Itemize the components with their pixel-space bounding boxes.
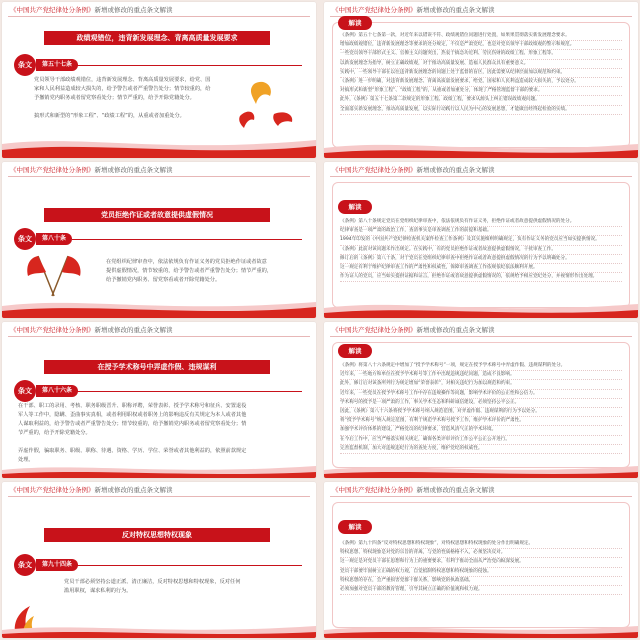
jiedu-badge: 解读: [338, 344, 372, 358]
interpretation-text: 《条例》第八十条规定党员在党组织纪律审查中，依法依规负有作证义务，拒绝作证或者故意提供虚假情况的处分。 纪律审查是一项严肃的政治工作，查清事实是审查调查工作的前提和基础。 1994年印发的《中国共产党纪律检查机关案件检查工作条例》及其实施细则明确规定，负有作证义务的党员应当如实提供情况。 《条例》此前对该问题未作出规定。在实践中，有的党员拒绝作证或者故意提供虚假情况，干扰审查工作。 修订后的《条例》第八十条，对于党员在党组织纪律审查中拒绝作证或者故意提供虚假情况的行为予以明确处分。 这一规定有利于维护纪律审查工作的严肃性和权威性，保障审查调查工作依规依纪依法顺利开展。 作为证人的党员，应当如实提供证据和证言，拒绝作证或者故意提供虚假情况的，依规给予相应党纪处分，并视情形作出处理。: [340, 218, 622, 282]
article-text: 在干部、职工的录用、考核、职务职级晋升、职称评聘，荣誉表彰、授予学术称号和征兵、安置退役 军人等工作中，隐瞒、歪曲事实真相，或者利用职权或者职务上的影响违反有关规定为本人或者其他 人谋取利益的，给予警告或者严重警告处分；情节较重的，给予撤销党内职务或者留党察看处分；情 节严重的，给予开除党籍处分。 弄虚作假，骗取职务、职级、职称、待遇、资格、学历、学位、荣誉或者其他利益的，依照前款规定 处理。: [18, 403, 247, 463]
slide-interpretation-57[interactable]: [324, 2, 638, 158]
article-underline: [72, 65, 302, 66]
jiedu-badge: 解读: [338, 520, 372, 534]
article-text: 党员干部必须坚持公道正派、清正廉洁，反对特权思想和特权现象，反对任何 滥用职权，谋求私利的行为。: [64, 579, 241, 594]
wave-footer-decoration: [324, 612, 638, 638]
slide-interpretation-94[interactable]: [324, 482, 638, 638]
interpretation-text: 《条例》将第八十六条规定中增加了“授予学术称号”一项，规定在授予学术称号中弄虚作假、违规谋利的处分。 近年来，一些地方和单位在授予学术称号等工作中出现违规违纪问题，造成不良影响。 此外，修订后对该条所列行为规定增加“荣誉表彰”，对相关违纪行为加以规范和约束。 近年来，一些党员在授予学术称号工作中存在违规操作等问题，影响学术评价的公正性和公信力。 学术称号的授予是一项严肃的工作，事关学术生态和科研诚信建设，必须坚持公平公正。 因此，《条例》第八十六条将授予学术称号纳入规范范围，对弄虚作假、违规谋利的行为予以处分。 将“授予学术称号”纳入规定范围，有利于规范学术称号授予工作，维护学术评价的严肃性。 加强学术评价体系的建设，严格党员的纪律要求，营造风清气正的学术环境。 在今后工作中，应当严格落实相关规定，确保各类评审评价工作公平公正公开进行。 完善监督机制，加大对违规违纪行为的查处力度，维护党纪的权威性。: [340, 362, 622, 454]
slide-interpretation-80[interactable]: [324, 162, 638, 318]
slide-article-57[interactable]: [2, 2, 316, 158]
wave-footer-decoration: [324, 452, 638, 478]
wave-footer-decoration: [2, 612, 316, 638]
header-divider: [8, 336, 310, 337]
article-underline: [72, 239, 302, 240]
article-number: 第八十六条: [36, 385, 78, 397]
slide-article-94[interactable]: [2, 482, 316, 638]
slide-header: 《中国共产党纪律处分条例》新增或修改的重点条文解读: [332, 486, 495, 494]
wave-footer-decoration: [2, 452, 316, 478]
wave-footer-decoration: [2, 292, 316, 318]
slide-interpretation-86[interactable]: [324, 322, 638, 478]
slide-article-80[interactable]: [2, 162, 316, 318]
slide-header: 《中国共产党纪律处分条例》新增或修改的重点条文解读: [332, 166, 495, 174]
article-underline: [72, 565, 302, 566]
header-divider: [330, 496, 632, 497]
dove-decoration-icon: [234, 74, 302, 134]
article-text: 党员领导干部政绩观错位，违背新发展理念、背离高质量发展要求，给党、国 家和人民利益造成较大损失的，给予警告或者严重警告处分；情节较重的，给 予撤销党内职务或者留党察看处分；情节严重的，给予开除党籍处分。 搞形式和新型的“形象工程”、“政绩工程”的，从重或者加重处分。: [34, 77, 211, 119]
slide-header: 《中国共产党纪律处分条例》新增或修改的重点条文解读: [332, 326, 495, 334]
slide-header: 《中国共产党纪律处分条例》新增或修改的重点条文解读: [332, 6, 495, 14]
tiaowen-badge: 条文: [14, 554, 36, 576]
interpretation-text: 《条例》第九十四条“反对特权思想和特权现象”，对特权思想和特权现象的处分作出明确规定。 特权思想、特权现象是对党的宗旨的背离，与党的性质格格不入，必须坚决反对。 这一规定是对党员干部在思想和行为上的重要要求，有利于推动全面从严治党向纵深发展。 党员干部要牢固树立正确的权力观，自觉抵制特权思想和特权现象的侵蚀。 特权思想的存在，会严重损害党群干群关系，影响党的执政基础。 必须加强对党员干部的教育管理，引导其树立正确的价值观和权力观。: [340, 540, 622, 595]
tiaowen-badge: 条文: [14, 228, 36, 250]
slide-header: 《中国共产党纪律处分条例》新增或修改的重点条文解读: [10, 326, 173, 334]
slide-header: 《中国共产党纪律处分条例》新增或修改的重点条文解读: [10, 166, 173, 174]
header-divider: [8, 16, 310, 17]
slide-header: 《中国共产党纪律处分条例》新增或修改的重点条文解读: [10, 486, 173, 494]
section-banner: 党员拒绝作证或者故意提供虚假情况: [44, 208, 270, 222]
wave-footer-decoration: [2, 132, 316, 158]
interpretation-text: 《条例》第五十七条第一款，对近年来以错误不符、政绩观错位问题进行处置，如果果贯彻落实新发展理念要求。 增加政绩观错位，违背新发展理念等要求的处分规定，不仅是严肃党纪，也是对党员领导干部政绩观的警示和规范。 一些党员领导干部形式主义、官僚主义问题突出，热衷于搞急功近利、劳民伤财的政绩工程、形象工程等。 以新发展理念为指导，树立正确政绩观，对于推动高质量发展、造福人民群众具有重要意义。 实践中，一些领导干部在以往违背新发展理念的问题上处于监督的盲区，因此需要从纪律层面加以规范和约束。 《条例》进一步明确，对违背新发展理念、背离高质量发展要求，给党、国家和人民利益造成较大损失的，予以处分。 对搞形式和新型“形象工程”、“政绩工程”的，从重或者加重处分，体现了严格管理监督干部的要求。 此外，《条例》第五十七条第二款规定的形象工程、政绩工程，要求从源头上纠正错误政绩观问题。 全面落实新发展理念，推动高质量发展，以实际行动践行以人民为中心的发展思想，才能做出经得起检验的实绩。: [340, 32, 622, 115]
slide-article-86[interactable]: [2, 322, 316, 478]
header-divider: [330, 16, 632, 17]
section-banner: 反对特权思想特权现象: [44, 528, 270, 542]
header-divider: [8, 176, 310, 177]
jiedu-badge: 解读: [338, 16, 372, 30]
wave-footer-decoration: [324, 132, 638, 158]
article-underline: [72, 391, 302, 392]
jiedu-badge: 解读: [338, 200, 372, 214]
article-number: 第八十条: [36, 233, 72, 245]
article-number: 第九十四条: [36, 559, 78, 571]
tiaowen-badge: 条文: [14, 380, 36, 402]
slide-header: 《中国共产党纪律处分条例》新增或修改的重点条文解读: [10, 6, 173, 14]
article-number: 第五十七条: [36, 59, 78, 71]
header-divider: [8, 496, 310, 497]
tiaowen-badge: 条文: [14, 54, 36, 76]
section-banner: 在授予学术称号中弄虚作假、违规谋利: [44, 360, 270, 374]
article-text: 在党组织纪律审查中，依法依规负有作证义务的党员拒绝作证或者故意 提供虚假情况，情节较重的，给予警告或者严重警告处分；情节严重的， 给予撤销党内职务、留党察看或者开除党籍处分。: [106, 259, 273, 283]
section-banner: 政绩观错位，违背新发展理念、背离高质量发展要求: [44, 31, 270, 45]
header-divider: [330, 176, 632, 177]
header-divider: [330, 336, 632, 337]
wave-footer-decoration: [324, 292, 638, 318]
